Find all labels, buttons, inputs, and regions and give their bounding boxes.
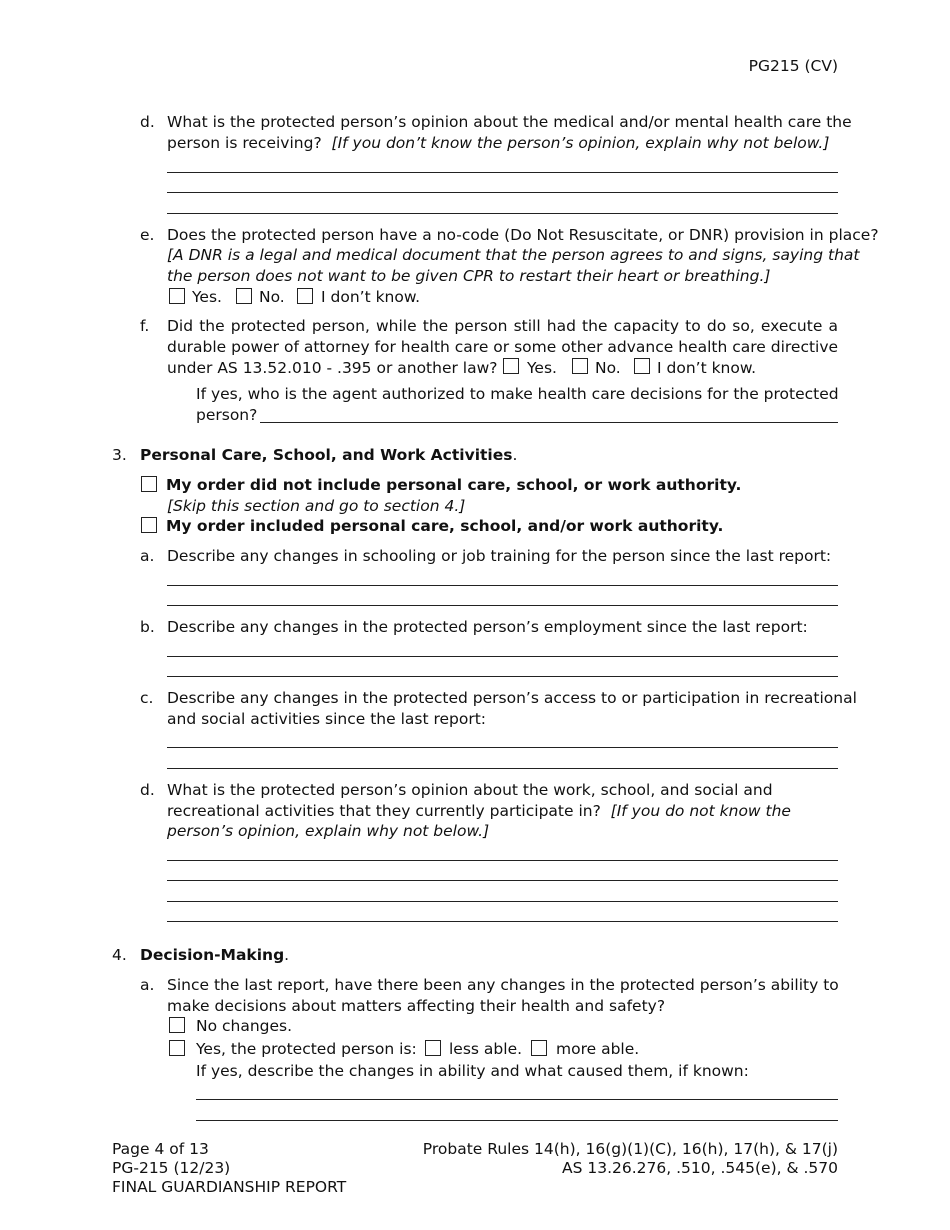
question-text: What is the protected person’s opinion about the medical and/or mental health care the bbox=[167, 113, 852, 131]
answer-line[interactable] bbox=[167, 605, 838, 606]
question-text: recreational activities that they currently participate in? [If you do not know the bbox=[167, 802, 791, 820]
section-title: Personal Care, School, and Work Activities. bbox=[140, 446, 518, 464]
followup-text: If yes, describe the changes in ability and what caused them, if known: bbox=[196, 1062, 749, 1080]
item-letter: a. bbox=[140, 547, 155, 565]
no-checkbox[interactable] bbox=[572, 358, 588, 374]
checkbox-label: No. bbox=[259, 288, 285, 306]
answer-line[interactable] bbox=[167, 860, 838, 861]
checkbox-label: No changes. bbox=[196, 1017, 293, 1035]
answer-line[interactable] bbox=[167, 192, 838, 193]
form-id: PG-215 (12/23) bbox=[112, 1159, 231, 1177]
checkbox-label: I don’t know. bbox=[657, 359, 757, 377]
item-letter: f. bbox=[140, 317, 150, 335]
answer-line[interactable] bbox=[167, 768, 838, 769]
answer-line[interactable] bbox=[196, 1120, 838, 1121]
question-text: What is the protected person’s opinion about the work, school, and social and bbox=[167, 781, 773, 799]
probate-rules: Probate Rules 14(h), 16(g)(1)(C), 16(h), 17(h), & 17(j) bbox=[422, 1140, 838, 1158]
item-letter: b. bbox=[140, 618, 155, 636]
answer-line[interactable] bbox=[196, 1099, 838, 1100]
question-text: Did the protected person, while the person still had the capacity to do so, execute a bbox=[167, 317, 838, 335]
instruction-note: [If you don’t know the person’s opinion, explain why not below.] bbox=[331, 134, 830, 152]
no-changes-checkbox[interactable] bbox=[169, 1017, 185, 1033]
question-text: person is receiving? [If you don’t know the person’s opinion, explain why not below.] bbox=[167, 134, 830, 152]
section-number: 3. bbox=[112, 446, 127, 464]
question-text: make decisions about matters affecting their health and safety? bbox=[167, 997, 666, 1015]
followup-text: person? bbox=[196, 406, 258, 424]
checkbox-label: Yes. bbox=[527, 359, 557, 377]
question-text: under AS 13.52.010 - .395 or another law? bbox=[167, 359, 498, 377]
no-checkbox[interactable] bbox=[236, 288, 252, 304]
answer-line[interactable] bbox=[167, 921, 838, 922]
question-text: Describe any changes in the protected person’s employment since the last report: bbox=[167, 618, 808, 636]
followup-text: If yes, who is the agent authorized to make health care decisions for the protected bbox=[196, 385, 839, 403]
answer-line[interactable] bbox=[167, 747, 838, 748]
question-text: Does the protected person have a no-code (Do Not Resuscitate, or DNR) provision in place? bbox=[167, 226, 879, 244]
answer-line[interactable] bbox=[167, 213, 838, 214]
instruction-note: the person does not want to be given CPR to restart their heart or breathing.] bbox=[167, 267, 771, 285]
yes-checkbox[interactable] bbox=[503, 358, 519, 374]
item-letter: a. bbox=[140, 976, 155, 994]
page-number: Page 4 of 13 bbox=[112, 1140, 209, 1158]
yes-checkbox[interactable] bbox=[169, 288, 185, 304]
instruction-note: person’s opinion, explain why not below.] bbox=[167, 822, 490, 840]
question-text: Describe any changes in schooling or job training for the person since the last report: bbox=[167, 547, 832, 565]
checkbox-label: My order included personal care, school, and/or work authority. bbox=[166, 517, 724, 535]
form-title: FINAL GUARDIANSHIP REPORT bbox=[112, 1178, 347, 1196]
answer-line[interactable] bbox=[167, 656, 838, 657]
question-text: Describe any changes in the protected person’s access to or participation in recreational bbox=[167, 689, 857, 707]
form-code: PG215 (CV) bbox=[748, 57, 838, 75]
answer-line[interactable] bbox=[167, 880, 838, 881]
section-number: 4. bbox=[112, 946, 127, 964]
question-text: Since the last report, have there been any changes in the protected person’s ability to bbox=[167, 976, 839, 994]
not-included-checkbox[interactable] bbox=[141, 476, 157, 492]
item-letter: d. bbox=[140, 781, 155, 799]
dont-know-checkbox[interactable] bbox=[297, 288, 313, 304]
checkbox-label: No. bbox=[595, 359, 621, 377]
answer-line[interactable] bbox=[167, 901, 838, 902]
checkbox-label: more able. bbox=[556, 1040, 640, 1058]
answer-line[interactable] bbox=[167, 172, 838, 173]
checkbox-label: Yes. bbox=[192, 288, 222, 306]
instruction-note: [A DNR is a legal and medical document that the person agrees to and signs, saying that bbox=[167, 246, 860, 264]
question-text: durable power of attorney for health care or some other advance health care directive bbox=[167, 338, 839, 356]
yes-checkbox[interactable] bbox=[169, 1040, 185, 1056]
included-checkbox[interactable] bbox=[141, 517, 157, 533]
answer-line[interactable] bbox=[167, 676, 838, 677]
instruction-note: [Skip this section and go to section 4.] bbox=[167, 497, 466, 515]
statutes: AS 13.26.276, .510, .545(e), & .570 bbox=[562, 1159, 838, 1177]
section-title: Decision-Making. bbox=[140, 946, 290, 964]
answer-line[interactable] bbox=[167, 585, 838, 586]
checkbox-label: Yes, the protected person is: bbox=[196, 1040, 417, 1058]
checkbox-label: less able. bbox=[449, 1040, 523, 1058]
more-able-checkbox[interactable] bbox=[531, 1040, 547, 1056]
agent-name-line[interactable] bbox=[260, 422, 838, 423]
instruction-note: [If you do not know the bbox=[610, 802, 791, 820]
question-text: and social activities since the last report: bbox=[167, 710, 487, 728]
item-letter: d. bbox=[140, 113, 155, 131]
checkbox-label: My order did not include personal care, school, or work authority. bbox=[166, 476, 742, 494]
checkbox-label: I don’t know. bbox=[321, 288, 421, 306]
item-letter: c. bbox=[140, 689, 154, 707]
dont-know-checkbox[interactable] bbox=[634, 358, 650, 374]
less-able-checkbox[interactable] bbox=[425, 1040, 441, 1056]
item-letter: e. bbox=[140, 226, 155, 244]
